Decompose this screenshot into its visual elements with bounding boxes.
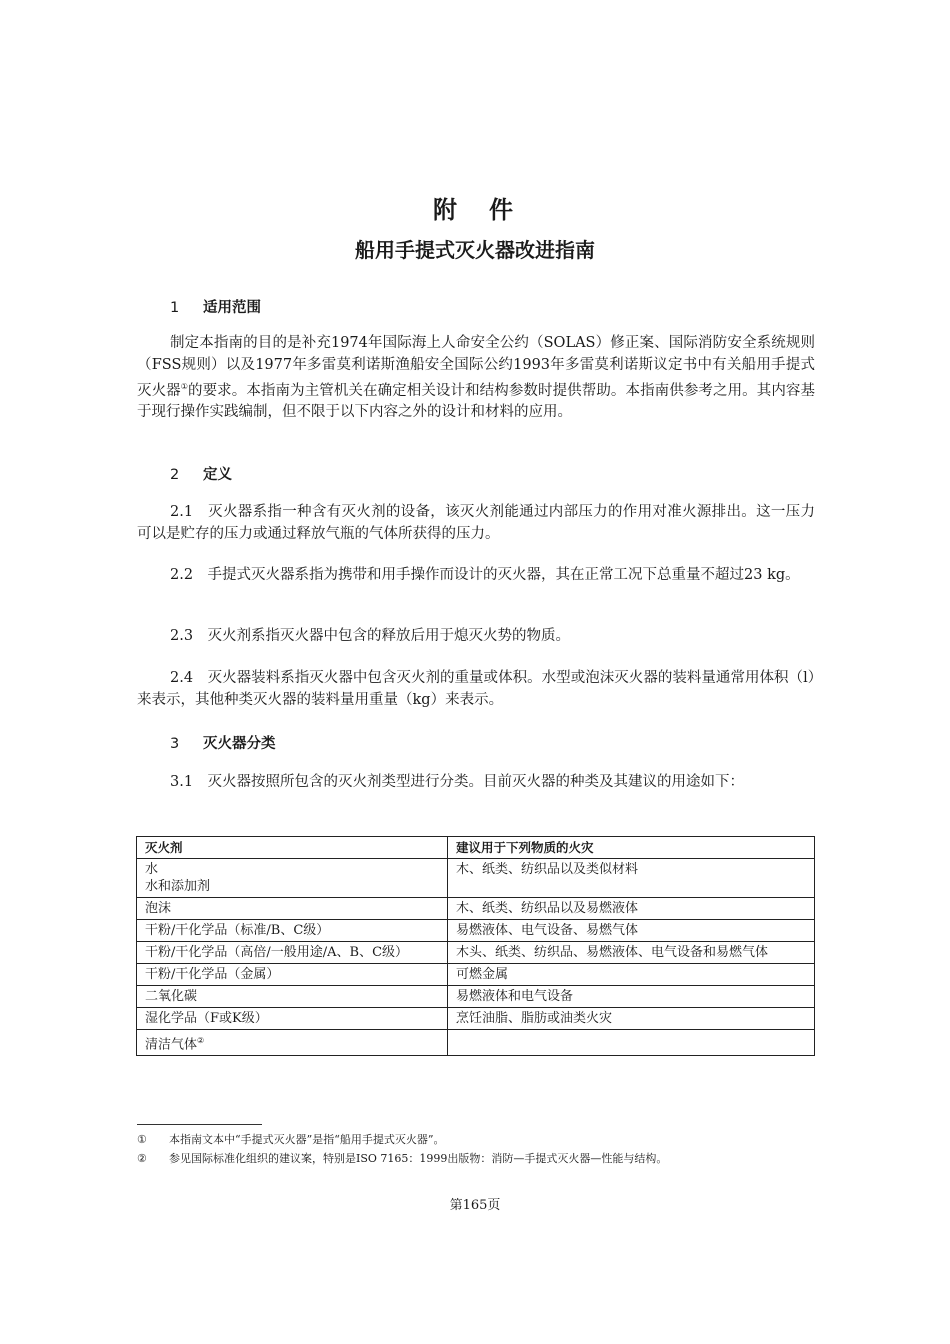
scope-text-cont: 的要求。本指南为主管机关在确定相关设计和结构参数时提供帮助。本指南供参考之用。其内容基于现行操作实践编制，但不限于以下内容之外的设计和材料的应用。 bbox=[137, 382, 816, 421]
section-number: 3 bbox=[170, 736, 180, 752]
table-row bbox=[137, 942, 815, 964]
agent-cell bbox=[137, 859, 448, 898]
agent-cell bbox=[137, 1030, 448, 1056]
table-row bbox=[137, 964, 815, 986]
guide-title: 船用手提式灭火器改进指南 bbox=[355, 238, 595, 262]
use-cell: 易燃液体和电气设备 bbox=[448, 986, 815, 1008]
agent-cell: 干粉/干化学品（标准/B、C级） bbox=[137, 920, 448, 942]
agent-name: 清洁气体 bbox=[145, 1037, 198, 1053]
extinguisher-classification-table bbox=[136, 836, 815, 1056]
definition-2-4: 2.4 灭火器装料系指灭火器中包含灭火剂的重量或体积。水型或泡沫灭火器的装料量通常用体积（l）来表示，其他种类灭火器的装料量用重量（kg）来表示。 bbox=[137, 670, 815, 708]
use-cell: 木头、纸类、纺织品、易燃液体、电气设备和易燃气体 bbox=[448, 942, 815, 964]
scope-text: 制定本指南的目的是补充1974年国际海上人命安全公约（SOLAS）修正案、国际消防安全系统规则（FSS规则）以及1977年多雷莫利诺斯渔船安全国际公约1993年多雷莫利诺斯议定书中有关船用手提式灭火器 bbox=[137, 335, 815, 399]
use-cell: 可燃金属 bbox=[448, 964, 815, 986]
column-header-use: 建议用于下列物质的火灾 bbox=[448, 837, 815, 859]
use-cell: 烹饪油脂、脂肪或油类火灾 bbox=[448, 1008, 815, 1030]
table-row bbox=[137, 859, 815, 898]
footnote-ref-1: ① bbox=[180, 382, 189, 391]
agent-cell: 干粉/干化学品（金属） bbox=[137, 964, 448, 986]
section-title: 灭火器分类 bbox=[203, 736, 276, 752]
agent-name: 水 bbox=[145, 862, 159, 877]
table-row bbox=[137, 920, 815, 942]
table-header-row bbox=[137, 837, 815, 859]
table-row bbox=[137, 1030, 815, 1056]
footnote-2 bbox=[137, 1150, 667, 1166]
definition-2-2: 2.2 手提式灭火器系指为携带和用手操作而设计的灭火器，其在正常工况下总重量不超过23 kg。 bbox=[170, 567, 800, 583]
scope-paragraph bbox=[137, 333, 815, 424]
footnote-separator bbox=[137, 1124, 262, 1125]
use-cell: 木、纸类、纺织品以及易燃液体 bbox=[448, 898, 815, 920]
section-number: 1 bbox=[170, 300, 180, 316]
footnote-text: 参见国际标准化组织的建议案，特别是ISO 7165：1999出版物：消防—手提式灭火器—性能与结构。 bbox=[169, 1152, 668, 1165]
agent-cell: 泡沫 bbox=[137, 898, 448, 920]
section-title: 定义 bbox=[203, 467, 232, 483]
footnote-mark: ① bbox=[137, 1133, 147, 1146]
page-number: 第165页 bbox=[449, 1198, 501, 1213]
use-cell: 易燃液体、电气设备、易燃气体 bbox=[448, 920, 815, 942]
footnote-text: 本指南文本中“手提式灭火器”是指“船用手提式灭火器”。 bbox=[169, 1133, 445, 1146]
table-row bbox=[137, 1008, 815, 1030]
section-1-heading bbox=[170, 296, 261, 317]
footnote-mark: ② bbox=[137, 1152, 147, 1165]
agent-cell: 湿化学品（F或K级） bbox=[137, 1008, 448, 1030]
annex-title: 附 件 bbox=[433, 196, 517, 224]
agent-name-2: 水和添加剂 bbox=[145, 879, 211, 894]
agent-cell: 干粉/干化学品（高倍/一般用途/A、B、C级） bbox=[137, 942, 448, 964]
footnote-1 bbox=[137, 1131, 445, 1147]
definition-2-1: 2.1 灭火器系指一种含有灭火剂的设备，该灭火剂能通过内部压力的作用对准火源排出。这一压力可以是贮存的压力或通过释放气瓶的气体所获得的压力。 bbox=[137, 504, 815, 542]
column-header-agent: 灭火剂 bbox=[137, 837, 448, 859]
definition-2-3: 2.3 灭火剂系指灭火器中包含的释放后用于熄灭火势的物质。 bbox=[170, 628, 571, 644]
section-title: 适用范围 bbox=[203, 300, 261, 316]
section-2-heading bbox=[170, 463, 232, 484]
use-cell: 木、纸类、纺织品以及类似材料 bbox=[448, 859, 815, 898]
agent-cell: 二氧化碳 bbox=[137, 986, 448, 1008]
classification-3-1: 3.1 灭火器按照所包含的灭火剂类型进行分类。目前灭火器的种类及其建议的用途如下： bbox=[170, 774, 745, 790]
table-row bbox=[137, 898, 815, 920]
section-number: 2 bbox=[170, 467, 180, 483]
table-row bbox=[137, 986, 815, 1008]
section-3-heading bbox=[170, 732, 276, 753]
use-cell bbox=[448, 1030, 815, 1056]
footnote-ref-2: ② bbox=[197, 1036, 205, 1045]
